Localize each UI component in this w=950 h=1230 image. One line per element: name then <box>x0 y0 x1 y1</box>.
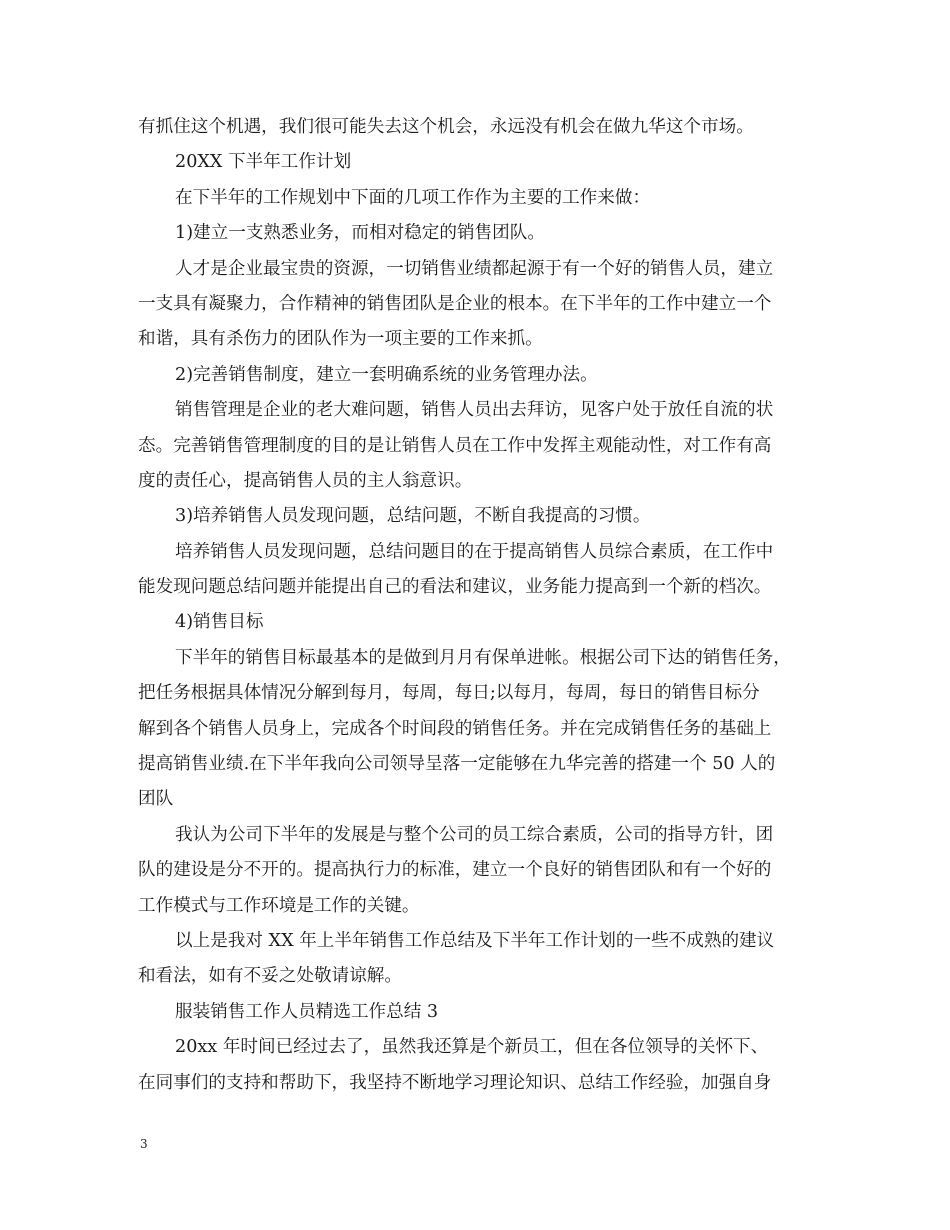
text-line: 能发现问题总结问题并能提出自己的看法和建议，业务能力提高到一个新的档次。 <box>138 577 772 598</box>
text-line: 有抓住这个机遇，我们很可能失去这个机会，永远没有机会在做九华这个市场。 <box>138 117 754 137</box>
text-line: 培养销售人员发现问题，总结问题目的在于提高销售人员综合素质，在工作中 <box>175 541 774 562</box>
text-line: 销售管理是企业的老大难问题，销售人员出去拜访，见客户处于放任自流的状 <box>175 400 774 421</box>
text-line: 队的建设是分不开的。提高执行力的标准，建立一个良好的销售团队和有一个好的 <box>138 860 772 881</box>
text-line: 20xx 年时间已经过去了，虽然我还算是个新员工，但在各位领导的关怀下、 <box>175 1037 769 1058</box>
list-item-heading: 1)建立一支熟悉业务，而相对稳定的销售团队。 <box>175 223 545 244</box>
list-item-heading: 2)完善销售制度，建立一套明确系统的业务管理办法。 <box>175 364 598 385</box>
text-line: 把任务根据具体情况分解到每月，每周，每日;以每月，每周，每日的销售目标分 <box>138 683 760 704</box>
text-line: 态。完善销售管理制度的目的是让销售人员在工作中发挥主观能动性，对工作有高 <box>138 435 772 456</box>
text-line: 解到各个销售人员身上，完成各个时间段的销售任务。并在完成销售任务的基础上 <box>138 718 772 739</box>
list-item-heading: 3)培养销售人员发现问题，总结问题，不断自我提高的习惯。 <box>175 506 651 527</box>
body-text <box>138 110 822 1101</box>
text-line: 人才是企业最宝贵的资源，一切销售业绩都起源于有一个好的销售人员，建立 <box>175 258 774 279</box>
text-line: 下半年的销售目标最基本的是做到月月有保单进帐。根据公司下达的销售任务， <box>175 647 791 668</box>
text-line: 以上是我对 XX 年上半年销售工作总结及下半年工作计划的一些不成熟的建议 <box>175 930 775 951</box>
text-line: 和谐，具有杀伤力的团队作为一项主要的工作来抓。 <box>138 329 543 350</box>
page-number: 3 <box>140 1137 148 1151</box>
text-line: 一支具有凝聚力，合作精神的销售团队是企业的根本。在下半年的工作中建立一个 <box>138 293 772 314</box>
list-item-heading: 4)销售目标 <box>175 612 264 633</box>
text-line: 度的责任心，提高销售人员的主人翁意识。 <box>138 470 473 491</box>
text-line: 团队 <box>138 789 174 810</box>
text-line: 在同事们的支持和帮助下，我坚持不断地学习理论知识、总结工作经验，加强自身 <box>138 1072 772 1093</box>
text-line: 和看法，如有不妥之处敬请谅解。 <box>138 966 402 987</box>
text-line: 在下半年的工作规划中下面的几项工作作为主要的工作来做： <box>175 187 651 208</box>
text-line: 提高销售业绩.在下半年我向公司领导呈落一定能够在九华完善的搭建一个 50 人的 <box>138 754 776 775</box>
text-line: 我认为公司下半年的发展是与整个公司的员工综合素质，公司的指导方针，团 <box>175 824 774 845</box>
section-heading: 服装销售工作人员精选工作总结 3 <box>175 1001 439 1022</box>
text-line: 工作模式与工作环境是工作的关键。 <box>138 895 420 916</box>
section-heading: 20XX 下半年工作计划 <box>175 152 352 173</box>
